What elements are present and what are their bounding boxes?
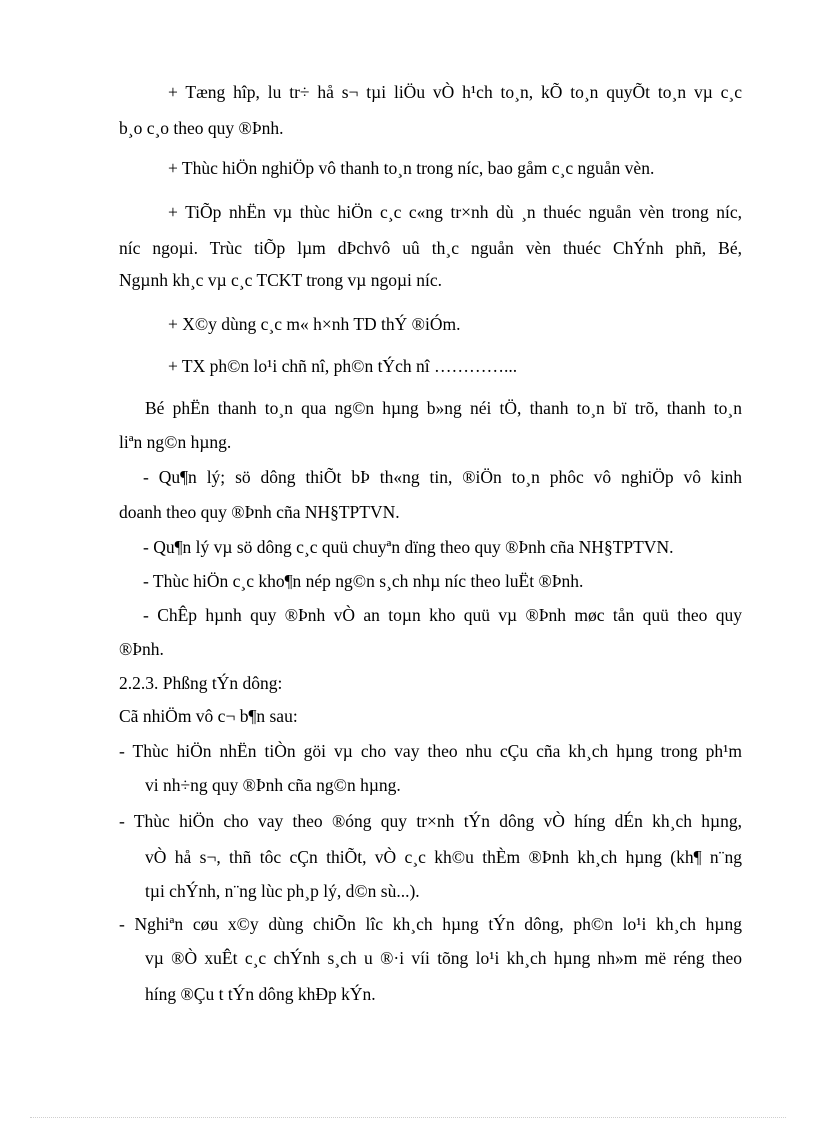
text-line: Ngµnh kh¸c vµ c¸c TCKT trong vµ ngoµi níc. <box>119 270 443 290</box>
text-line: tµi chÝnh, n¨ng lùc ph¸p lý, d©n sù...). <box>145 881 420 901</box>
text-line: doanh theo quy ®Þnh cña NH§TPTVN. <box>119 502 400 522</box>
text-line: - Thùc hiÖn c¸c kho¶n nép ng©n s¸ch nhµ níc theo luËt ®Þnh. <box>143 571 584 591</box>
text-line: - Thùc hiÖn nhËn tiÒn göi vµ cho vay theo nhu cÇu cña kh¸ch hµng trong ph¹m <box>119 741 742 761</box>
text-line: - Thùc hiÖn cho vay theo ®óng quy tr×nh tÝn dông vÒ híng dÉn kh¸ch hµng, <box>119 811 742 831</box>
page-bottom-divider <box>30 1117 786 1118</box>
text-line: b¸o c¸o theo quy ®Þnh. <box>119 118 284 138</box>
text-line: + X©y dùng c¸c m« h×nh TD thÝ ®iÓm. <box>168 314 461 334</box>
text-line: vµ ®Ò xuÊt c¸c chÝnh s¸ch u ®·i víi tõng lo¹i kh¸ch hµng nh»m më réng theo <box>145 948 742 968</box>
text-line: + TiÕp nhËn vµ thùc hiÖn c¸c c«ng tr×nh dù ¸n thuéc nguån vèn trong níc, <box>168 202 742 222</box>
text-line: híng ®Çu t tÝn dông khÐp kÝn. <box>145 984 376 1004</box>
text-line: - Qu¶n lý; sö dông thiÕt bÞ th«ng tin, ®iÖn to¸n phôc vô nghiÖp vô kinh <box>143 467 742 487</box>
section-heading: 2.2.3. Phßng tÝn dông: <box>119 673 283 693</box>
text-line: Cã nhiÖm vô c¬ b¶n sau: <box>119 706 298 726</box>
text-line: + TX ph©n lo¹i chñ nî, ph©n tÝch nî …………... <box>168 356 518 376</box>
text-line: Bé phËn thanh to¸n qua ng©n hµng b»ng néi tÖ, thanh to¸n bï trõ, thanh to¸n <box>145 398 742 418</box>
text-line: liªn ng©n hµng. <box>119 432 232 452</box>
text-line: vÒ hå s¬, thñ tôc cÇn thiÕt, vÒ c¸c kh©u thÈm ®Þnh kh¸ch hµng (kh¶ n¨ng <box>145 847 742 867</box>
text-line: vi nh÷ng quy ®Þnh cña ng©n hµng. <box>145 775 401 795</box>
text-line: - Qu¶n lý vµ sö dông c¸c quü chuyªn dïng theo quy ®Þnh cña NH§TPTVN. <box>143 537 674 557</box>
text-line: ®Þnh. <box>119 639 164 659</box>
text-line: + Thùc hiÖn nghiÖp vô thanh to¸n trong níc, bao gåm c¸c nguån vèn. <box>168 158 655 178</box>
text-line: - Nghiªn cøu x©y dùng chiÕn lîc kh¸ch hµng tÝn dông, ph©n lo¹i kh¸ch hµng <box>119 914 742 934</box>
text-line: + Tæng hîp, lu tr÷ hå s¬ tµi liÖu vÒ h¹ch to¸n, kÕ to¸n quyÕt to¸n vµ c¸c <box>168 82 742 102</box>
text-line: - ChÊp hµnh quy ®Þnh vÒ an toµn kho quü vµ ®Þnh møc tån quü theo quy <box>143 605 742 625</box>
text-line: níc ngoµi. Trùc tiÕp lµm dÞchvô uû th¸c nguån vèn thuéc ChÝnh phñ, Bé, <box>119 238 742 258</box>
